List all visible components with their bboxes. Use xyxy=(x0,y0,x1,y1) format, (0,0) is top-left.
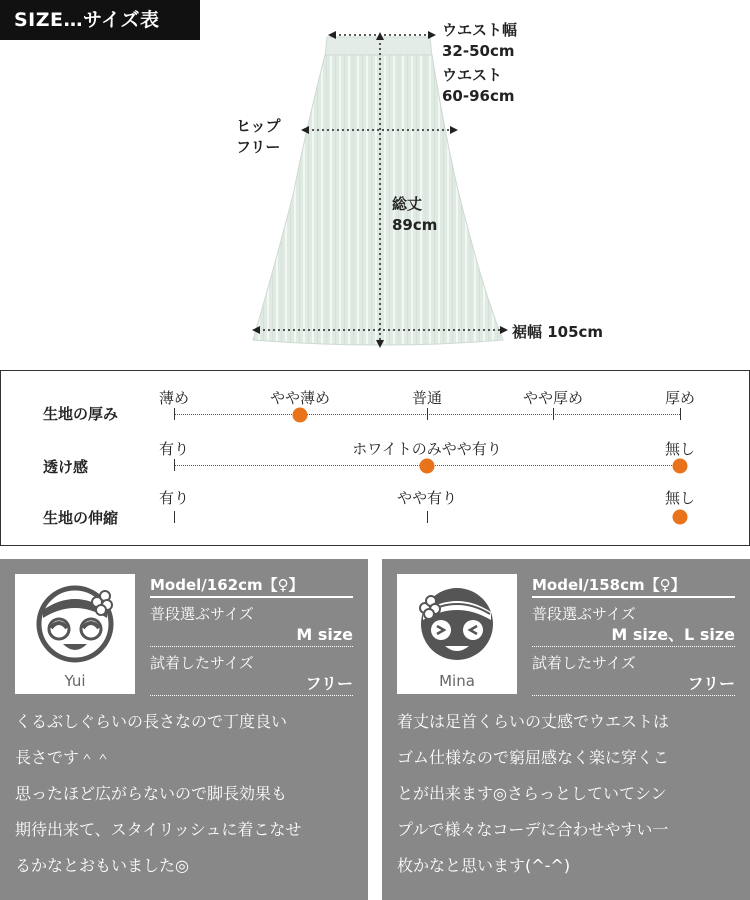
transparency-right: 無し xyxy=(664,440,696,458)
model-info xyxy=(532,574,735,696)
thickness-label: 生地の厚み xyxy=(43,405,119,423)
comment-line: くるぶしぐらいの長さなので丁度良い xyxy=(15,712,288,731)
thickness-tick xyxy=(680,408,681,420)
comment-line: 枚かなと思います(^-^) xyxy=(397,856,571,875)
model-panel-mina xyxy=(382,559,750,900)
transparency-left: 有り xyxy=(158,440,190,458)
model-comment xyxy=(397,704,742,884)
transparency-marker-white xyxy=(420,459,435,474)
stretch-middle: やや有り xyxy=(396,489,458,507)
usual-size-value: M size、L size xyxy=(532,625,735,647)
thickness-scale-0: 薄め xyxy=(158,389,190,407)
model-name: Yui xyxy=(64,672,86,690)
thickness-marker xyxy=(293,408,308,423)
waist-label: ウエスト xyxy=(442,66,503,84)
transparency-label: 透け感 xyxy=(43,458,89,476)
length-value: 89cm xyxy=(392,216,438,234)
comment-line: とが出来ます◎さらっとしていてシン xyxy=(397,784,667,803)
fabric-chart xyxy=(0,370,750,546)
hip-label: ヒップ xyxy=(236,117,281,135)
comment-line: 長さです＾＾ xyxy=(15,748,112,767)
waist-width-label: ウエスト幅 xyxy=(442,21,518,39)
model-info xyxy=(150,574,353,696)
tried-size-value: フリー xyxy=(532,674,735,696)
tried-size-label: 試着したサイズ xyxy=(150,654,254,672)
stretch-marker xyxy=(673,510,688,525)
usual-size-label: 普段選ぶサイズ xyxy=(150,605,254,623)
transparency-middle: ホワイトのみやや有り xyxy=(352,440,502,458)
model-height: Model/162cm【♀】 xyxy=(150,574,353,598)
size-title: SIZE…サイズ表 xyxy=(0,0,200,40)
comment-line: 着丈は足首くらいの丈感でウエストは xyxy=(397,712,670,731)
thickness-tick xyxy=(427,408,428,420)
stretch-label: 生地の伸縮 xyxy=(43,509,119,527)
comment-line: 期待出来て、スタイリッシュに着こなせ xyxy=(15,820,302,839)
usual-size-label: 普段選ぶサイズ xyxy=(532,605,636,623)
comment-line: ゴム仕様なので窮屈感なく楽に穿くこ xyxy=(397,748,670,767)
thickness-scale-1: やや薄め xyxy=(269,389,331,407)
comment-line: 思ったほど広がらないので脚長効果も xyxy=(15,784,288,803)
model-name: Mina xyxy=(439,672,475,690)
waist-value: 60-96cm xyxy=(442,87,515,105)
length-label: 総丈 xyxy=(392,195,423,213)
tried-size-label: 試着したサイズ xyxy=(532,654,636,672)
hem-width: 裾幅 105cm xyxy=(512,323,604,341)
usual-size-value: M size xyxy=(150,625,353,647)
thickness-tick xyxy=(174,408,175,420)
thickness-tick xyxy=(553,408,554,420)
comment-line: プルで様々なコーデに合わせやすい一 xyxy=(397,820,669,839)
avatar xyxy=(15,574,135,694)
model-panel-yui xyxy=(0,559,368,900)
stretch-left: 有り xyxy=(158,489,190,507)
transparency-marker xyxy=(673,459,688,474)
transparency-tick xyxy=(174,459,175,471)
thickness-scale-2: 普通 xyxy=(411,389,443,407)
model-comment xyxy=(15,704,360,884)
avatar xyxy=(397,574,517,694)
stretch-tick xyxy=(427,511,428,523)
stretch-right: 無し xyxy=(664,489,696,507)
hip-value: フリー xyxy=(236,138,281,156)
thickness-scale-3: やや厚め xyxy=(522,389,584,407)
thickness-scale-4: 厚め xyxy=(664,389,696,407)
waist-width-value: 32-50cm xyxy=(442,42,515,60)
comment-line: るかなとおもいました◎ xyxy=(15,856,189,875)
tried-size-value: フリー xyxy=(150,674,353,696)
model-height: Model/158cm【♀】 xyxy=(532,574,735,598)
stretch-tick xyxy=(174,511,175,523)
